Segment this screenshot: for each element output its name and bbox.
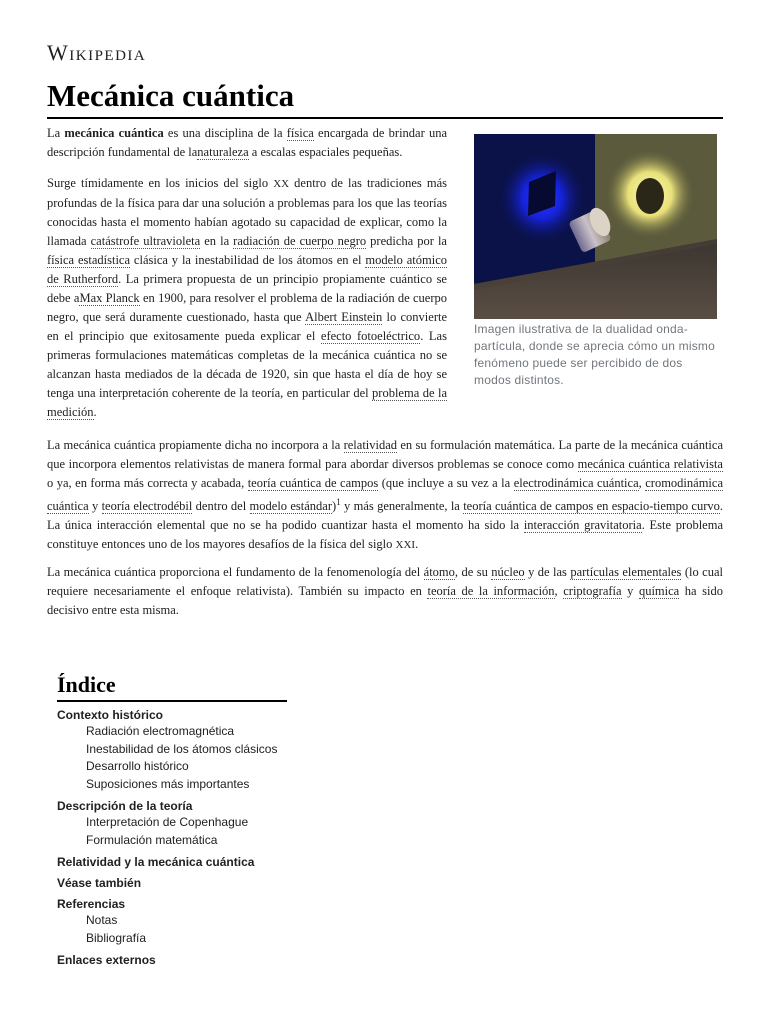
toc-section[interactable]: Relatividad y la mecánica cuántica [57,855,255,869]
toc-subsection[interactable]: Bibliografía [86,930,147,945]
century-numeral: XXI [395,539,416,552]
link-atomo[interactable]: átomo [423,565,455,579]
link-fisica-estadistica[interactable]: física estadística [47,253,131,267]
intro-paragraph-1: La mecánica cuántica es una disciplina de la física encargada de brindar una descripción fundamental de lanaturaleza a escalas espaciales pequeñas. [47,126,447,159]
link-catastrofe-ultravioleta[interactable]: catástrofe ultravioleta [90,234,201,248]
wave-particle-duality-image[interactable] [474,134,717,319]
page-title: Mecánica cuántica [47,78,295,113]
title-divider [47,117,723,119]
toc-subsection[interactable]: Desarrollo histórico [86,759,189,773]
link-modelo-estandar[interactable]: modelo estándar [249,499,333,514]
toc-section[interactable]: Enlaces externos [57,953,156,967]
link-teoria-cuantica-campos[interactable]: teoría cuántica de campos [247,476,379,490]
link-radiacion-cuerpo-negro[interactable]: radiación de cuerpo negro [233,234,367,248]
link-nucleo[interactable]: núcleo [491,565,525,579]
intro-paragraph-4: La mecánica cuántica proporciona el fundamento de la fenomenología del átomo, de su núcleo y de las partículas elementales (lo cual requiere necesariamente el enfoque relativista). También su impacto en teoría de la información, criptografía y química ha sido decisivo entre esta misma. [47,565,723,617]
toc-section[interactable]: Referencias [57,897,126,911]
table-of-contents [57,672,287,968]
intro-paragraph-2: Surge tímidamente en los inicios del siglo XX dentro de las tradiciones más profundas de la física para dar una solución a problemas para los que las teorías conocidas hasta el momento habían agotado su capacidad de explicar, como la llamada catástrofe ultravioleta en la radiación de cuerpo negro predicha por la física estadística clásica y la inestabilidad de los átomos en el modelo atómico de Rutherford. La primera propuesta de un principio propiamente cuántico se debe aMax Planck en 1900, para resolver el problema de la radiación de cuerpo negro, que será duramente cuestionado, hasta que Albert Einstein lo convierte en el principio que exitosamente pueda explicar el efecto fotoeléctrico. Las primeras formulaciones matemáticas completas de la mecánica cuántica no se alcanzan hasta mediados de la década de 1920, sin que hasta el día de hoy se tenga una interpretación coherente de la teoría, en particular del problema de la medición. [47,176,448,419]
toc-list [57,707,287,968]
toc-subsection[interactable]: Radiación electromagnética [86,724,235,738]
link-problema-medicion[interactable]: problema de la medición [47,386,447,419]
century-numeral: XX [273,178,290,190]
toc-subsection[interactable]: Formulación matemática [86,832,218,847]
link-criptografia[interactable]: criptografía [563,584,622,598]
link-interaccion-gravitatoria[interactable]: interacción gravitatoria [523,518,642,533]
toc-subsection[interactable]: Inestabilidad de los átomos clásicos [86,741,278,756]
link-cromodinamica-cuantica[interactable]: cromodinámica cuántica [47,476,723,514]
bold-term: mecánica cuántica [64,126,164,140]
link-naturaleza[interactable]: naturaleza [197,145,249,159]
intro-paragraph-3: La mecánica cuántica propiamente dicha no incorpora a la relatividad en su formulación matemática. La parte de la mecánica cuántica que incorpora elementos relativistas de manera formal para abordar diversos problemas se conoce como mecánica cuántica relativista o ya, en forma más correcta y acabada, teoría cuántica de campos (que incluye a su vez a la electrodinámica cuántica, cromodinámica cuántica y teoría electrodébil dentro del modelo estándar)$^1$ y más generalmente, la teoría cuántica de campos en espacio-tiempo curvo. La única interacción elemental que no se ha podido cuantizar hasta el momento ha sido la interacción gravitatoria. Este problema constituye entonces uno de los mayores desafíos de la física del siglo XXI. [47,438,724,552]
toc-subsection[interactable]: Interpretación de Copenhague [86,815,249,829]
toc-subsection[interactable]: Suposiciones más importantes [86,776,250,791]
toc-section[interactable]: Contexto histórico [57,708,164,722]
link-quimica[interactable]: química [638,584,680,598]
link-modelo-rutherford[interactable]: modelo atómico de Rutherford [47,253,448,286]
figure-caption: Imagen ilustrativa de la dualidad onda-partícula, donde se aprecia cómo un mismo fenómeno puede ser percibido de dos modos distintos. [474,322,715,387]
link-albert-einstein[interactable]: Albert Einstein [305,310,383,324]
toc-subsection[interactable]: Notas [86,913,118,927]
link-electrodinamica-cuantica[interactable]: electrodinámica cuántica [513,476,639,490]
link-fisica[interactable]: física [286,126,314,140]
link-espacio-tiempo-curvo[interactable]: teoría cuántica de campos en espacio-tiempo curvo [463,499,720,514]
article-figure [474,134,717,389]
wikipedia-logo[interactable]: Wikipedia [47,40,147,65]
link-teoria-electrodebil[interactable]: teoría electrodébil [101,499,193,514]
toc-section[interactable]: Véase también [57,876,142,890]
toc-section[interactable]: Descripción de la teoría [57,799,193,813]
link-max-planck[interactable]: Max Planck [79,291,140,305]
toc-heading: Índice [57,672,287,702]
link-relatividad[interactable]: relatividad [343,438,398,452]
link-particulas-elementales[interactable]: partículas elementales [570,565,682,579]
link-mecanica-cuantica-relativista[interactable]: mecánica cuántica relativista [577,457,723,471]
link-efecto-fotoelectrico[interactable]: efecto fotoeléctrico [320,329,421,343]
reference-marker[interactable]: 1 [336,497,341,507]
link-teoria-informacion[interactable]: teoría de la información [427,584,555,598]
